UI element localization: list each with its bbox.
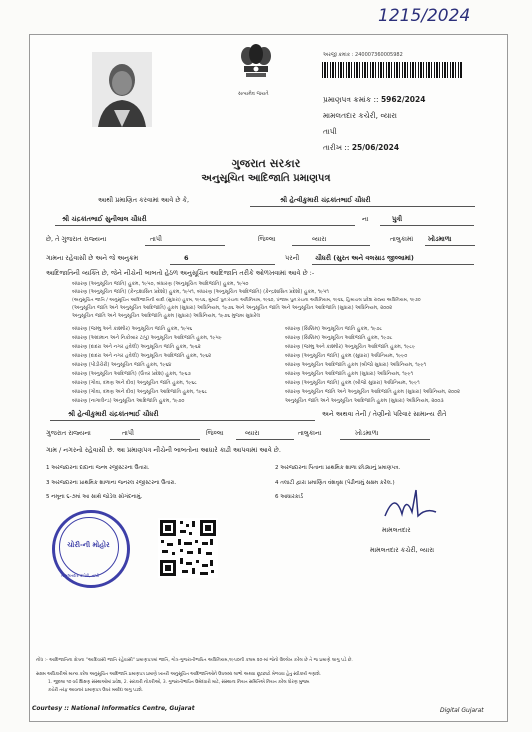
law-right-item: બંધારણ અનુસૂચિત આદિજાતિ હુકમ (બીજો સુધારા) અધિનિયમ, ૧૯૯૧ (285, 362, 427, 368)
note-line: નોંધ :- આદિજાતિના ક્ષેત્રના "આદિવાસી જાતિ રહેવાસી" પ્રમાણપત્રમાં જાતિ, ગોત્ર-ગુજરાતીભાષિત અધિનિયમ,૧૯૫૦ની કલમ ૨૦-માં જેનો ઉલ્લેખ કરેલ છે તે જ પ્રમાણે લાગુ પડે છે. (36, 658, 353, 663)
officer-title: મામલતદાર (382, 526, 411, 534)
office-line: મામલતદાર કચેરી, વ્યારા (323, 111, 398, 120)
tribe-intro: આદિજાતિની વ્યક્તિ છે, જેને નીચેની બાબતો હેઠળ અનુસૂચિત આદિજાતિ તરીકે ઓળખવામાં આવે છે :- (46, 269, 315, 277)
law-line: (અનુસૂચિત જાતિ અને અનુસૂચિત આદિજાતિ) હુકમ (સુધારા) અધિનિયમ, ૧૯૭૬ અને અનુસૂચિત જાતિ અને અનુસૂચિત આદિજાતિ (સુધારા) અધિનિયમ, ૨૦૦૨ (72, 305, 393, 311)
law-right-item: બંધારણ (જમ્મુ અને કાશ્મીર) અનુસૂચિત આદિજાતિ હુકમ, ૧૯૮૯ (285, 344, 416, 350)
family-tail: અને અથવા તેની / તેણીનો પરિવાર સામાન્ય રીતે (322, 410, 447, 418)
law-right-item: બંધારણ (સિક્કિમ) અનુસૂચિત જાતિ હુકમ, ૧૯૭૮ (285, 326, 383, 332)
handwritten-reference: 1215/2024 (378, 6, 471, 26)
district-name: વ્યારા (312, 235, 327, 243)
certificate-title: અનુસૂચિત આદિજાતિ પ્રમાણપત્ર (201, 173, 331, 184)
date-label: તારીખ (323, 143, 342, 152)
officer-signature (380, 486, 440, 530)
law-left-item: બંધારણ (અંદામાન અને નિકોબાર ટાપુ) અનુસૂચિત આદિજાતિ હુકમ, ૧૯૫૯ (72, 335, 222, 341)
basis-item: 1 અરજદારના દાદાના જન્મ રજીસ્ટરના ઉતારા. (46, 465, 150, 471)
law-right-item: બંધારણ (સિક્કિમ) અનુસૂચિત આદિજાતિ હુકમ, ૧૯૭૮ (285, 335, 393, 341)
taluka-label: તાલુકામાં (390, 235, 414, 243)
cert-number: 5962/2024 (380, 95, 426, 104)
basis-line: ગામ / નગરનો રહેવાસી છે. આ પ્રમાણપત્ર નીચેની બાબતોના આધારે કાઢી આપવામાં આવે છે. (46, 446, 281, 454)
basis-item: 6 આધારકાર્ડ (275, 494, 303, 500)
law-left-column (72, 326, 222, 407)
office-stamp (52, 510, 130, 588)
law-left-item: બંધારણ (નાગાલેન્ડ) અનુસૂચિત આદિજાતિ હુકમ, ૧૯૭૦ (72, 398, 185, 404)
law-left-item: બંધારણ (ગોવા, દમણ અને દીવ) અનુસૂચિત જાતિ હુકમ, ૧૯૬૮ (72, 380, 197, 386)
district-name-2: વ્યારા (245, 429, 260, 437)
law-left-item: બંધારણ (ગોવા, દમણ અને દીવ) અનુસૂચિત આદિજાતિ હુકમ, ૧૯૬૮ (72, 389, 208, 395)
stamp-text: ચોરી-ની મોહોર (67, 541, 110, 549)
national-emblem-icon (236, 42, 276, 90)
applicant-photo (92, 52, 152, 127)
barcode (322, 62, 462, 78)
taluka-label-2: તાલુકાના (298, 429, 322, 437)
na-label: ના (362, 215, 369, 223)
stamp-ring-text: મામલતદાર કચેરી, તાપી (61, 573, 100, 578)
basis-item: 4 તલાટી દ્વારા પ્રમાણિત વંશવૃક્ષ (પેઢીનામું સક્ષમ કરેલ.) (275, 480, 395, 486)
district-label-2: જિલ્લા (206, 429, 224, 437)
footer-line: સક્ષમ અધિકારીએ માન્ય કરેલ અનુસૂચિત આદિજાતિ પ્રમાણપત્ર પ્રમાણે ખાતરી અનુસૂચિત આદિજાતિઓને ઉપલબ્ધ લાભો અથવા છૂટછાટો મેળવવા હેતુ સ્વીકાર્ય ગણાશે. (36, 672, 321, 677)
parti-label: પરની (285, 254, 300, 262)
taluka-top: તાપી (323, 127, 337, 136)
officer-office: મામલતદાર કચેરી, વ્યારા (370, 546, 435, 554)
tribe-name: ચૌધરી (સુરત અને વલસાડ જીલ્લામાં) (315, 254, 414, 262)
cert-number-label: પ્રમાણપત્ર ક્રમાંક (323, 95, 372, 104)
digital-gujarat-text: Digital Gujarat (440, 707, 484, 714)
village-name: ખોડમાળા (428, 235, 452, 243)
law-line: બંધારણ (અનુસૂચિત જાતિ) (કેન્દ્રશાસિત પ્રદેશો) હુકમ, ૧૯૫૧, બંધારણ (અનુસૂચિત આદિજાતિ) (કેન્દ્રશાસિત પ્રદેશો) હુકમ, ૧૯૫૧ (72, 289, 329, 295)
law-right-item: બંધારણ (અનુસૂચિત જાતિ) હુકમ (બીજો સુધારા) અધિનિયમ, ૧૯૯૧ (285, 380, 420, 386)
law-line: બંધારણ (અનુસૂચિત જાતિ) હુકમ, ૧૯૫૦, બંધારણ (અનુસૂચિત આદિજાતિ) હુકમ, ૧૯૫૦ (72, 281, 249, 287)
law-right-column (285, 326, 460, 407)
law-left-item: બંધારણ (અનુસૂચિત આદિજાતિ) (ઉત્તર પ્રદેશ) હુકમ, ૧૯૬૭ (72, 371, 191, 377)
basis-item: 5 નમૂના ૬-૭માં આ સાથે જોડેલ સોગંદનામું. (46, 494, 143, 500)
emblem-caption: સત્યમેવ જયતે (238, 91, 269, 97)
family-name: શ્રી હેત્વીકુમારી ચંદ્રકાંતભાઈ ચૌધરી (68, 410, 159, 418)
government-title: ગુજરાત સરકાર (231, 157, 301, 170)
cert-number-row: પ્રમાણપત્ર ક્રમાંક :: 5962/2024 (323, 95, 426, 104)
footer-line: 1. જીલ્લા ૧૦ વર્ષ શિક્ષણ સંસ્થાઓમાં પ્રવેશ, 2. સરકારી નોકરીઓ, 3. ગુજરાતીભાષિત ઉમેદવારો માટે, સંસ્થાના નિયત સમિતિએ નિયત કરેલ ધોરણ મુજબ (48, 680, 310, 685)
resident-label: ગામના રહેવાસી છે અને જે અનુક્રમ (46, 254, 139, 262)
serial-number: 6 (184, 254, 189, 262)
basis-item: 3 અરજદારના પ્રાથમિક શાળાના જનરલ રજીસ્ટરના ઉતારા. (46, 480, 177, 486)
law-left-item: બંધારણ (જમ્મુ અને કાશ્મીર) અનુસૂચિત જાતિ હુકમ, ૧૯૫૬ (72, 326, 193, 332)
footer-line: કચેરી તરફ આવનાર પ્રમાણપત્ર ઉપર મર્યાદા લાગુ પડશે. (48, 688, 143, 693)
application-number: અરજી ક્રમાંક : 240007360005982 (323, 52, 403, 58)
relation: પુત્રી (392, 215, 403, 223)
law-left-item: બંધારણ (દાદરા અને નગર હવેલી) અનુસૂચિત આદિજાતિ હુકમ, ૧૯૬૨ (72, 353, 212, 359)
certify-text: આથી પ્રમાણિત કરવામાં આવે છે કે, (98, 196, 190, 204)
date-row: તારીખ :: 25/06/2024 (323, 143, 400, 152)
courtesy-text: Courtesy :: National Informatics Centre, Gujarat (32, 705, 195, 712)
law-right-item: અનુસૂચિત જાતિ અને અનુસૂચિત આદિજાતિ હુકમ (સુધારા) અધિનિયમ, ૨૦૦૩ (285, 398, 444, 404)
law-line: (અનુસૂચિત જાતિ / અનુસૂચિત આદિજાતિની યાદી (સુધારા) હુકમ, ૧૯૫૬, મુંબઈ પુનઃરચના અધિનિયમ, ૧૯૬૦, પંજાબ પુનઃરચના અધિનિયમ, ૧૯૬૬, હિમાચલ પ્રદેશ રાજ્ય અધિનિયમ, ૧૯૭૦ (72, 298, 421, 303)
law-right-item: બંધારણ અનુસૂચિત આદિજાતિ હુકમ (સુધારા) અધિનિયમ, ૧૯૯૧ (285, 371, 414, 377)
state-label-2: ગુજરાત રાજ્યના (46, 429, 91, 437)
law-right-item: બંધારણ (અનુસૂચિત જાતિ) હુકમ (સુધારા) અધિનિયમ, ૧૯૯૦ (285, 353, 408, 359)
taluka-name-2: તાપી (122, 429, 134, 437)
basis-item: 2 અરજદારના પિતાના પ્રાથમિક શાળા છોડ્યાનું પ્રમાણપત્ર. (275, 465, 401, 471)
applicant-name: શ્રી હેત્વીકુમારી ચંદ્રકાંતભાઈ ચૌધરી (280, 196, 371, 204)
taluka-name: તાપી (150, 235, 162, 243)
law-left-item: બંધારણ (દાદરા અને નગર હવેલી) અનુસૂચિત જાતિ હુકમ, ૧૯૬૨ (72, 344, 201, 350)
law-line: અનુસૂચિત જાતિ અને અનુસૂચિત આદિજાતિ હુકમ (સુધારા) અધિનિયમ, ૧૯૭૬ મુજબ સુધારેલ (72, 313, 261, 319)
law-left-item: બંધારણ (પોંડીચેરી) અનુસૂચિત જાતિ હુકમ, ૧૯૬૪ (72, 362, 172, 368)
date-value: 25/06/2024 (351, 143, 400, 152)
state-label: છે, તે ગુજરાત રાજ્યના (46, 235, 107, 243)
village-name-2: ખોડમાળા (355, 429, 379, 437)
district-label: જિલ્લા (258, 235, 276, 243)
father-name: શ્રી ચંદ્રકાંતભાઈ સુનીલાલ ચૌધરી (62, 215, 147, 223)
law-right-item: બંધારણ અનુસૂચિત જાતિ અને અનુસૂચિત આદિજાતિ હુકમ (સુધારા) અધિનિયમ, ૨૦૦૨ (285, 389, 460, 395)
qr-code (158, 518, 218, 578)
